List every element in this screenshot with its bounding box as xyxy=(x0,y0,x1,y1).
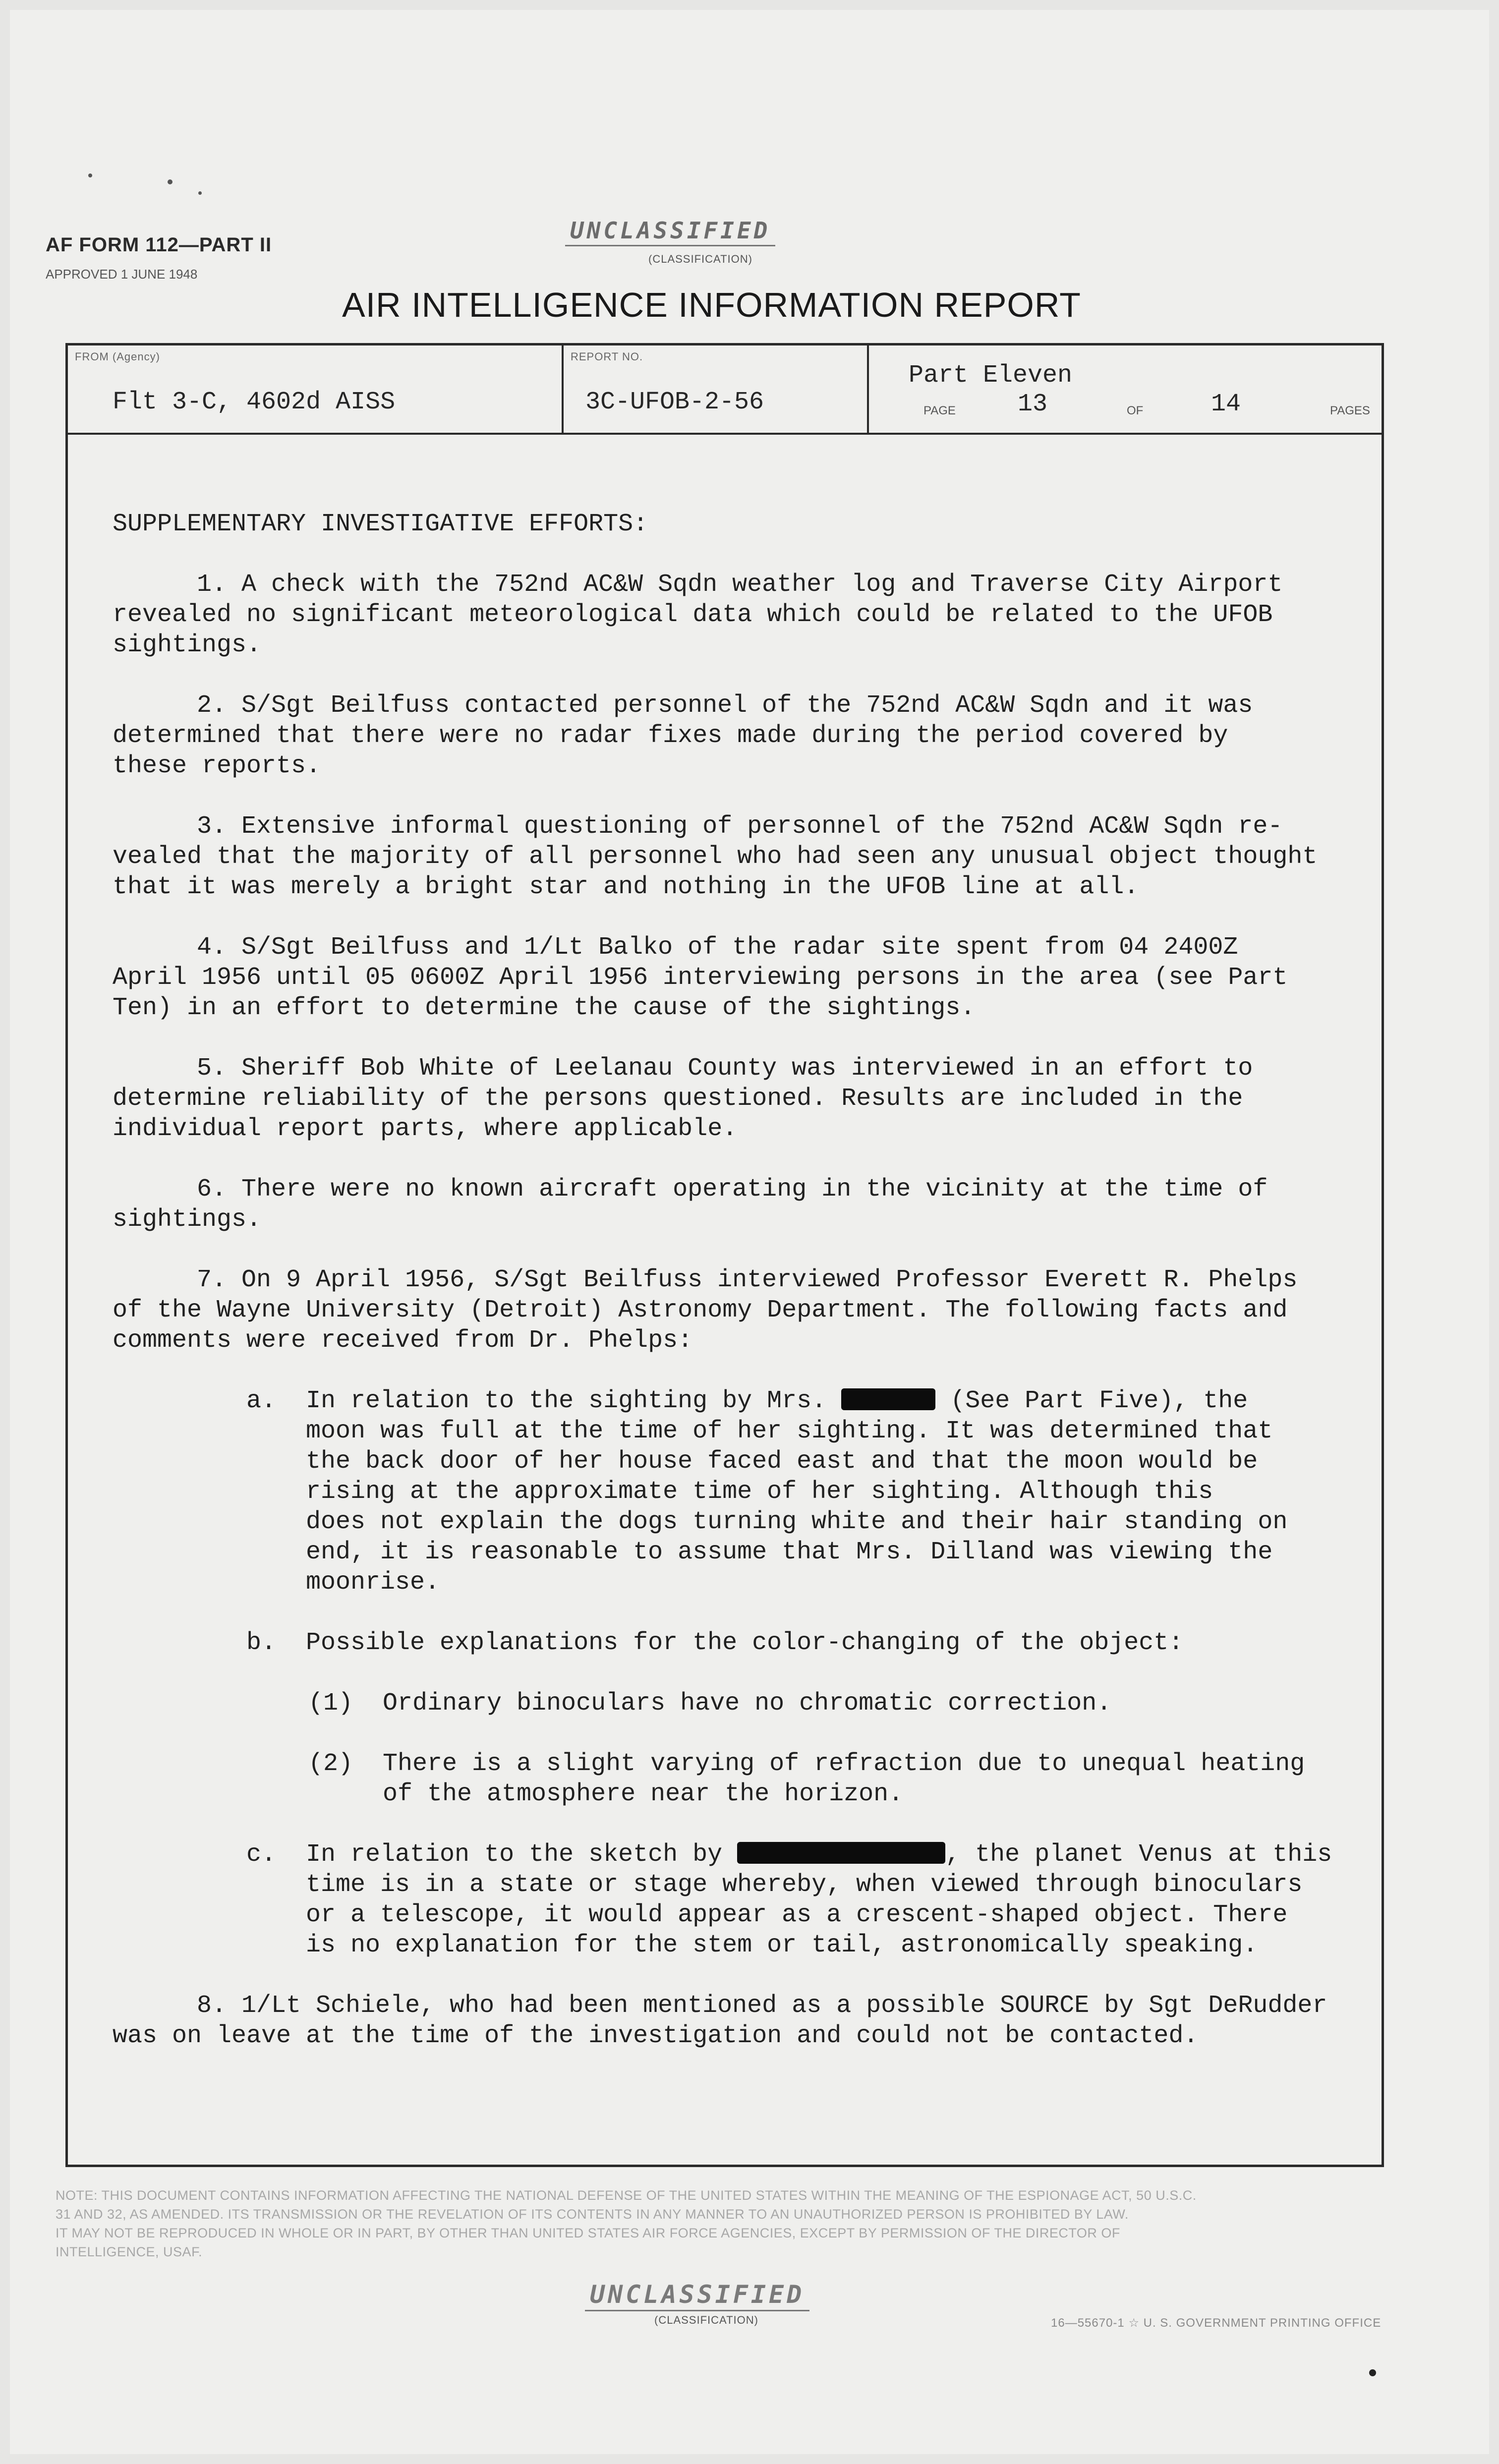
paragraph-1-line: sightings. xyxy=(113,631,262,659)
subparagraph-a-line xyxy=(113,1386,1362,1416)
paragraph-4-line: 4. S/Sgt Beilfuss and 1/Lt Balko of the radar site spent from 04 2400Z xyxy=(197,933,1238,962)
subparagraph-c-line xyxy=(113,1839,1362,1870)
classification-caption-top: (CLASSIFICATION) xyxy=(648,253,752,265)
pages-label: PAGES xyxy=(1330,404,1370,417)
paragraph-1-line: revealed no significant meteorological data which could be related to the UFOB xyxy=(113,601,1273,629)
paragraph-8-line: 8. 1/Lt Schiele, who had been mentioned as a possible SOURCE by Sgt DeRudder xyxy=(197,1992,1327,2020)
security-notice-line: INTELLIGENCE, USAF. xyxy=(56,2244,203,2259)
paragraph-7-line: 7. On 9 April 1956, S/Sgt Beilfuss interviewed Professor Everett R. Phelps xyxy=(197,1266,1298,1294)
security-notice-line: IT MAY NOT BE REPRODUCED IN WHOLE OR IN PART, BY OTHER THAN UNITED STATES AIR FORCE AGENCIES, EXCEPT BY PERMISSION OF THE DIRECTOR OF xyxy=(56,2226,1120,2240)
paragraph-5-line: individual report parts, where applicable. xyxy=(113,1115,738,1143)
printing-office-code: 16—55670-1 ☆ U. S. GOVERNMENT PRINTING OFFICE xyxy=(1051,2316,1382,2330)
speck xyxy=(1369,2369,1376,2376)
report-frame xyxy=(65,343,1384,2167)
paragraph-2-line: 2. S/Sgt Beilfuss contacted personnel of the 752nd AC&W Sqdn and it was xyxy=(197,691,1253,720)
redaction-bar xyxy=(737,1842,945,1864)
classification-caption-bottom: (CLASSIFICATION) xyxy=(654,2314,758,2326)
paragraph-2-line: these reports. xyxy=(113,752,321,780)
part-title: Part Eleven xyxy=(909,361,1073,390)
paragraph-4-line: Ten) in an effort to determine the cause of the sightings. xyxy=(113,994,976,1022)
of-label: OF xyxy=(1127,404,1144,417)
subparagraph-a-line: moon was full at the time of her sighting. It was determined that xyxy=(306,1417,1273,1445)
paragraph-2-line: determined that there were no radar fixes made during the period covered by xyxy=(113,722,1228,750)
subparagraph-a-text: In relation to the sighting by Mrs. xyxy=(306,1387,827,1415)
paragraph-3-line: 3. Extensive informal questioning of personnel of the 752nd AC&W Sqdn re- xyxy=(197,812,1283,841)
page-label: PAGE xyxy=(923,404,956,417)
speck xyxy=(168,179,173,184)
paragraph-8-line: was on leave at the time of the investigation and could not be contacted. xyxy=(113,2022,1199,2050)
header-page-cell xyxy=(869,345,1382,435)
total-pages: 14 xyxy=(1211,390,1241,418)
document-sheet xyxy=(10,10,1489,2454)
subparagraph-b-label: b. xyxy=(246,1629,277,1657)
paragraph-7-line: comments were received from Dr. Phelps: xyxy=(113,1326,693,1355)
subparagraph-c-text: , the planet Venus at this xyxy=(945,1840,1332,1869)
paragraph-6-line: sightings. xyxy=(113,1205,262,1234)
subparagraph-a-text: (See Part Five), the xyxy=(950,1387,1248,1415)
subparagraph-c-line: is no explanation for the stem or tail, astronomically speaking. xyxy=(306,1931,1258,1959)
report-number-label: REPORT NO. xyxy=(571,350,643,363)
paragraph-1-line: 1. A check with the 752nd AC&W Sqdn weather log and Traverse City Airport xyxy=(197,571,1283,599)
form-approved-date: APPROVED 1 JUNE 1948 xyxy=(46,267,198,282)
item-b2-line xyxy=(113,1749,1362,1779)
speck xyxy=(88,173,92,177)
subparagraph-b-line xyxy=(113,1628,1362,1658)
subparagraph-a-label: a. xyxy=(246,1387,277,1415)
subparagraph-c-label: c. xyxy=(246,1840,277,1869)
subparagraph-a-line: does not explain the dogs turning white and their hair standing on xyxy=(306,1508,1288,1536)
security-notice xyxy=(56,2186,1424,2261)
subparagraph-c-line: time is in a state or stage whereby, when viewed through binoculars xyxy=(306,1871,1303,1899)
header-from-cell xyxy=(68,345,564,435)
subparagraph-a-line: the back door of her house faced east and that the moon would be xyxy=(306,1447,1258,1476)
from-label: FROM (Agency) xyxy=(75,350,160,363)
page-number: 13 xyxy=(1018,390,1048,418)
subparagraph-b-text: Possible explanations for the color-changing of the object: xyxy=(306,1629,1184,1657)
report-number-value: 3C-UFOB-2-56 xyxy=(585,388,764,416)
subparagraph-a-line: rising at the approximate time of her sighting. Although this xyxy=(306,1478,1213,1506)
paragraph-5-line: 5. Sheriff Bob White of Leelanau County was interviewed in an effort to xyxy=(197,1054,1253,1083)
paragraph-6-line: 6. There were no known aircraft operating in the vicinity at the time of xyxy=(197,1175,1268,1203)
paragraph-5-line: determine reliability of the persons questioned. Results are included in the xyxy=(113,1085,1243,1113)
paragraph-7-line: of the Wayne University (Detroit) Astronomy Department. The following facts and xyxy=(113,1296,1288,1324)
subparagraph-a-line: end, it is reasonable to assume that Mrs. Dilland was viewing the xyxy=(306,1538,1273,1566)
item-b1-label: (1) xyxy=(308,1689,353,1718)
speck xyxy=(198,191,202,195)
paragraph-3-line: that it was merely a bright star and nothing in the UFOB line at all. xyxy=(113,873,1139,901)
form-number: AF FORM 112—PART II xyxy=(46,234,272,256)
paragraph-4-line: April 1956 until 05 0600Z April 1956 interviewing persons in the area (see Part xyxy=(113,964,1288,992)
item-b2-label: (2) xyxy=(308,1750,353,1778)
security-notice-line: NOTE: THIS DOCUMENT CONTAINS INFORMATION AFFECTING THE NATIONAL DEFENSE OF THE UNITED STATES WITHIN THE MEANING OF THE ESPIONAGE ACT, 50 U.S.C. xyxy=(56,2188,1197,2203)
paragraph-3-line: vealed that the majority of all personnel who had seen any unusual object thought xyxy=(113,843,1318,871)
classification-stamp-bottom: UNCLASSIFIED xyxy=(585,2280,809,2311)
classification-stamp-top: UNCLASSIFIED xyxy=(565,217,775,246)
item-b1-text: Ordinary binoculars have no chromatic correction. xyxy=(383,1689,1112,1718)
item-b2-line: of the atmosphere near the horizon. xyxy=(383,1780,904,1808)
security-notice-line: 31 AND 32, AS AMENDED. ITS TRANSMISSION OR THE REVELATION OF ITS CONTENTS IN ANY MANNER TO AN UNAUTHORIZED PERSON IS PROHIBITED BY LAW. xyxy=(56,2207,1129,2222)
from-value: Flt 3-C, 4602d AISS xyxy=(113,388,396,416)
item-b1-line xyxy=(113,1688,1362,1719)
report-body xyxy=(113,509,1362,2051)
subparagraph-c-text: In relation to the sketch by xyxy=(306,1840,723,1869)
section-heading: SUPPLEMENTARY INVESTIGATIVE EFFORTS: xyxy=(113,510,648,538)
item-b2-text: There is a slight varying of refraction due to unequal heating xyxy=(383,1750,1305,1778)
header-report-cell xyxy=(564,345,869,435)
subparagraph-a-line: moonrise. xyxy=(306,1568,440,1597)
subparagraph-c-line: or a telescope, it would appear as a crescent-shaped object. There xyxy=(306,1901,1288,1929)
redaction-bar xyxy=(841,1388,935,1410)
report-title: AIR INTELLIGENCE INFORMATION REPORT xyxy=(342,286,1081,324)
